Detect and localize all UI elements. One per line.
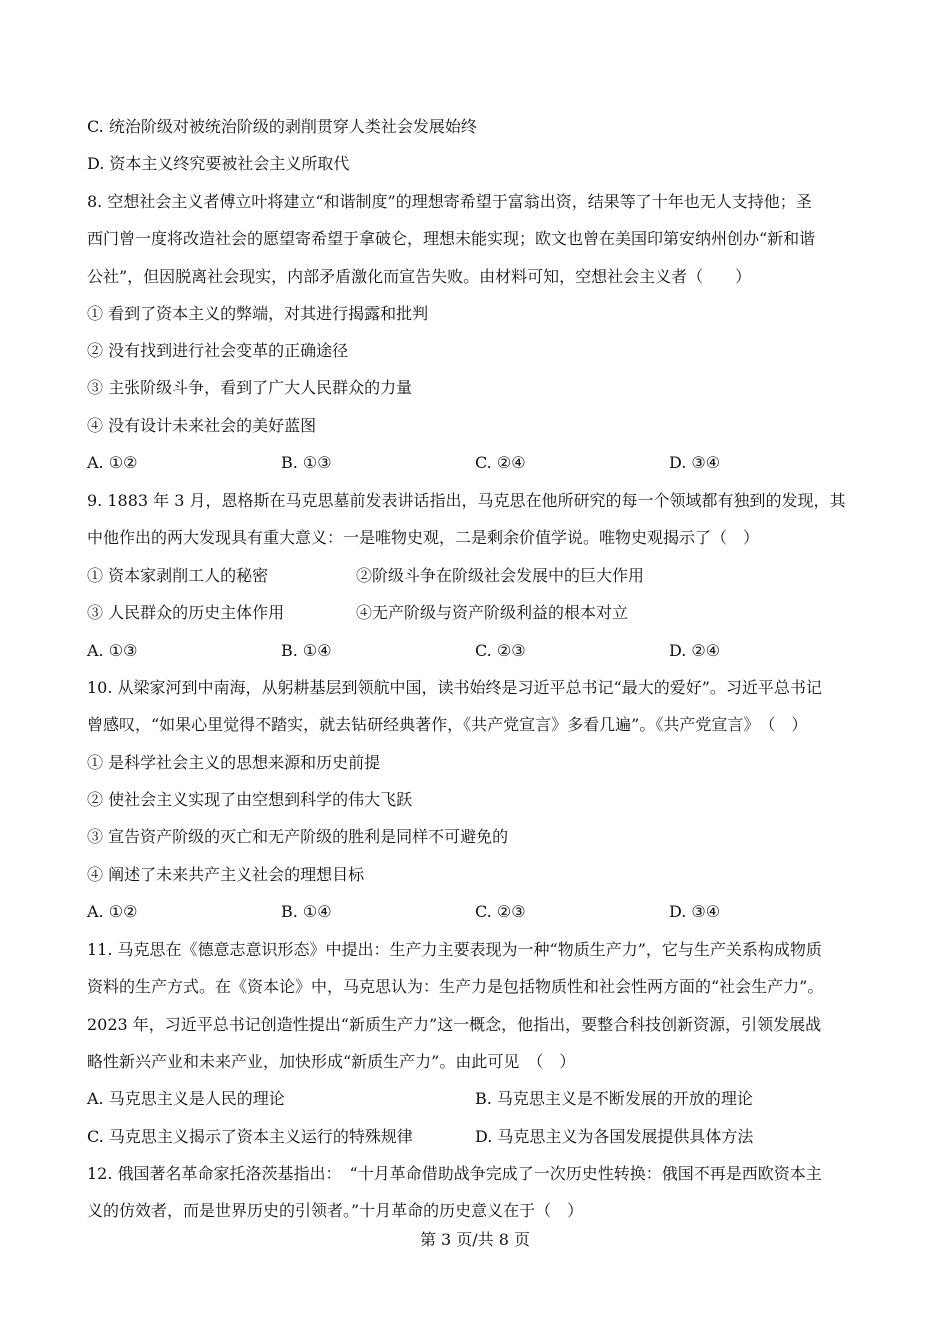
q9-statement-3: ③ 人民群众的历史主体作用 (87, 603, 285, 622)
q12-stem-line-1: 12. 俄国著名革命家托洛茨基指出： “十月革命借助战争完成了一次历史性转换：俄国不再是西欧资本主 (87, 1164, 822, 1183)
q9-option-b: B. ①④ (281, 641, 332, 660)
q11-stem-line-3: 2023 年，习近平总书记创造性提出“新质生产力”这一概念，他指出，要整合科技创新资源，引领发展战 (87, 1015, 822, 1034)
q11-stem-line-2: 资料的生产方式。在《资本论》中，马克思认为：生产力是包括物质性和社会性两方面的“社会生产力”。 (87, 977, 824, 996)
q10-stem-line-1: 10. 从梁家河到中南海，从躬耕基层到领航中国，读书始终是习近平总书记“最大的爱好”。习近平总书记 (87, 678, 822, 697)
q11-option-b: B. 马克思主义是不断发展的开放的理论 (475, 1089, 753, 1108)
q10-stem-line-2: 曾感叹，“如果心里觉得不踏实，就去钻研经典著作，《共产党宣言》多看几遍”。《共产党宣言》 （ ） (87, 715, 808, 734)
q8-option-d: D. ③④ (669, 453, 721, 472)
q11-stem-line-1: 11. 马克思在《德意志意识形态》中提出：生产力主要表现为一种“物质生产力”，它与生产关系构成物质 (87, 940, 822, 959)
q10-option-c: C. ②③ (475, 902, 526, 921)
q9-statement-4: ④无产阶级与资产阶级利益的根本对立 (356, 603, 629, 622)
q9-option-c: C. ②③ (475, 641, 526, 660)
q12-stem-line-2: 义的仿效者，而是世界历史的引领者。”十月革命的历史意义在于（ ） (87, 1201, 584, 1220)
q11-option-d: D. 马克思主义为各国发展提供具体方法 (475, 1127, 754, 1146)
q8-stem-line-1: 8. 空想社会主义者傅立叶将建立“和谐制度”的理想寄希望于富翁出资，结果等了十年也无人支持他；圣 (87, 192, 812, 211)
q8-stem-line-3: 公社”，但因脱离社会现实，内部矛盾激化而宣告失败。由材料可知，空想社会主义者（ ） (87, 267, 752, 286)
q9-option-a: A. ①③ (87, 641, 138, 660)
q10-option-b: B. ①④ (281, 902, 332, 921)
q8-stem-line-2: 西门曾一度将改造社会的愿望寄希望于拿破仑，理想未能实现；欧文也曾在美国印第安纳州创办“新和谐 (87, 229, 816, 248)
q9-stem-line-2: 中他作出的两大发现具有重大意义：一是唯物史观，二是剩余价值学说。唯物史观揭示了（ ） (87, 528, 760, 547)
q8-option-c: C. ②④ (475, 453, 526, 472)
q8-option-a: A. ①② (87, 453, 138, 472)
q8-statement-2: ② 没有找到进行社会变革的正确途径 (87, 341, 349, 360)
q7-option-d: D. 资本主义终究要被社会主义所取代 (87, 154, 350, 173)
q8-statement-4: ④ 没有设计未来社会的美好蓝图 (87, 416, 317, 435)
page-number-footer: 第 3 页/共 8 页 (419, 1230, 531, 1249)
q8-statement-1: ① 看到了资本主义的弊端，对其进行揭露和批判 (87, 304, 429, 323)
q10-statement-2: ② 使社会主义实现了由空想到科学的伟大飞跃 (87, 790, 413, 809)
q11-option-a: A. 马克思主义是人民的理论 (87, 1089, 285, 1108)
q7-option-c: C. 统治阶级对被统治阶级的剥削贯穿人类社会发展始终 (87, 117, 477, 136)
q10-statement-1: ① 是科学社会主义的思想来源和历史前提 (87, 753, 381, 772)
q10-statement-3: ③ 宣告资产阶级的灭亡和无产阶级的胜利是同样不可避免的 (87, 827, 509, 846)
q9-statement-2: ②阶级斗争在阶级社会发展中的巨大作用 (356, 566, 645, 585)
q10-option-d: D. ③④ (669, 902, 721, 921)
q9-statement-1: ① 资本家剥削工人的秘密 (87, 566, 269, 585)
q9-stem-line-1: 9. 1883 年 3 月，恩格斯在马克思墓前发表讲话指出，马克思在他所研究的每一个领域都有独到的发现，其 (87, 491, 846, 510)
q10-statement-4: ④ 阐述了未来共产主义社会的理想目标 (87, 865, 365, 884)
q11-option-c: C. 马克思主义揭示了资本主义运行的特殊规律 (87, 1127, 413, 1146)
q8-statement-3: ③ 主张阶级斗争，看到了广大人民群众的力量 (87, 378, 413, 397)
q11-stem-line-4: 略性新兴产业和未来产业，加快形成“新质生产力”。由此可见 （ ） (87, 1052, 576, 1071)
q8-option-b: B. ①③ (281, 453, 332, 472)
q9-option-d: D. ②④ (669, 641, 721, 660)
q10-option-a: A. ①② (87, 902, 138, 921)
